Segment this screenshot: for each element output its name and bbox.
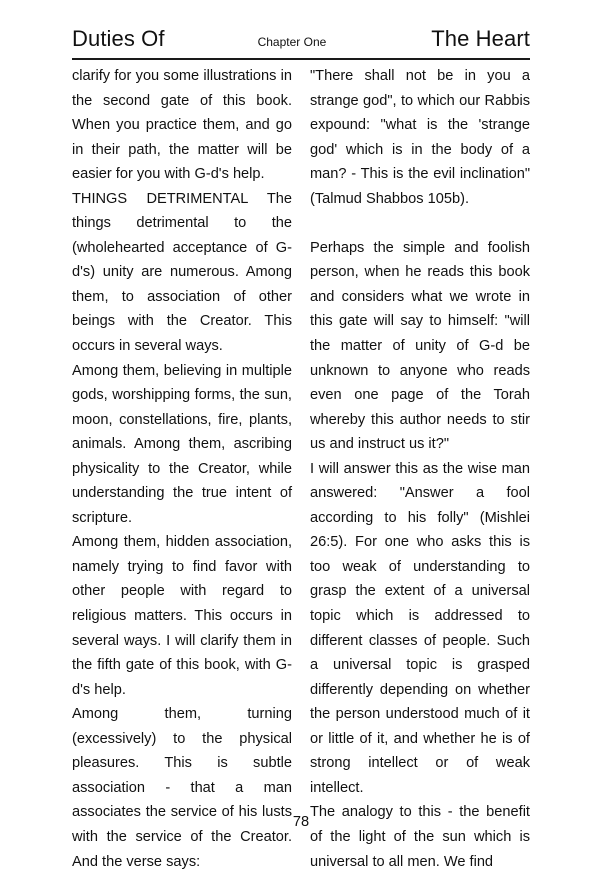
paragraph: Perhaps the simple and foolish person, when he reads this book and considers what we wrote in this gate will say to himself: "will the matter of unity of G-d be unknown to anyone who reads even one page of the Torah whereby this author needs to stir us and instruct us it?"	[310, 239, 530, 453]
paragraph: THINGS DETRIMENTAL The things detrimental to the (wholehearted acceptance of G-d's) unity are numerous. Among them, to association of other beings with the Creator. This occurs in several ways.	[72, 190, 292, 355]
text-column-left	[72, 64, 292, 870]
paragraph: Among them, believing in multiple gods, worshipping forms, the sun, moon, constellations, fire, plants, animals. Among them, ascribing physicality to the Creator, while understanding the true intent of scripture.	[72, 362, 292, 526]
paragraph: I will answer this as the wise man answered: "Answer a fool according to his folly" (Mishlei 26:5). For one who asks this is too weak of understanding to grasp the extent of a universal topic which is addressed to different classes of people. Such a universal topic is grasped differently depending on whether the person understood much of it or little of it, and whether he is of strong intellect or of weak intellect.	[310, 460, 530, 796]
text-column-right	[310, 64, 530, 870]
paragraph: "There shall not be in you a strange god", to which our Rabbis expound: "what is the 'strange god' which is in the body of a man? - This is the evil inclination" (Talmud Shabbos 105b).	[310, 68, 530, 207]
paragraph: clarify for you some illustrations in the second gate of this book. When you practice them, and go in their path, the matter will be easier for you with G-d's help.	[72, 68, 292, 183]
paragraph: The analogy to this - the benefit of the light of the sun which is universal to all men. We find	[310, 804, 530, 870]
paragraph: Among them, turning (excessively) to the physical pleasures. This is subtle association - that a man associates the service of his lusts with the service of the Creator. And the verse says:	[72, 706, 292, 870]
page-number: 78	[292, 814, 310, 830]
header-book-title-left: Duties Of	[72, 26, 165, 51]
header-chapter-label: Chapter One	[257, 35, 327, 49]
header-book-title-right: The Heart	[431, 26, 530, 51]
running-header	[72, 26, 530, 60]
paragraph: Among them, hidden association, namely trying to find favor with other people with regard to religious matters. This occurs in several ways. I will clarify them in the fifth gate of this book, with G-d's help.	[72, 534, 292, 698]
